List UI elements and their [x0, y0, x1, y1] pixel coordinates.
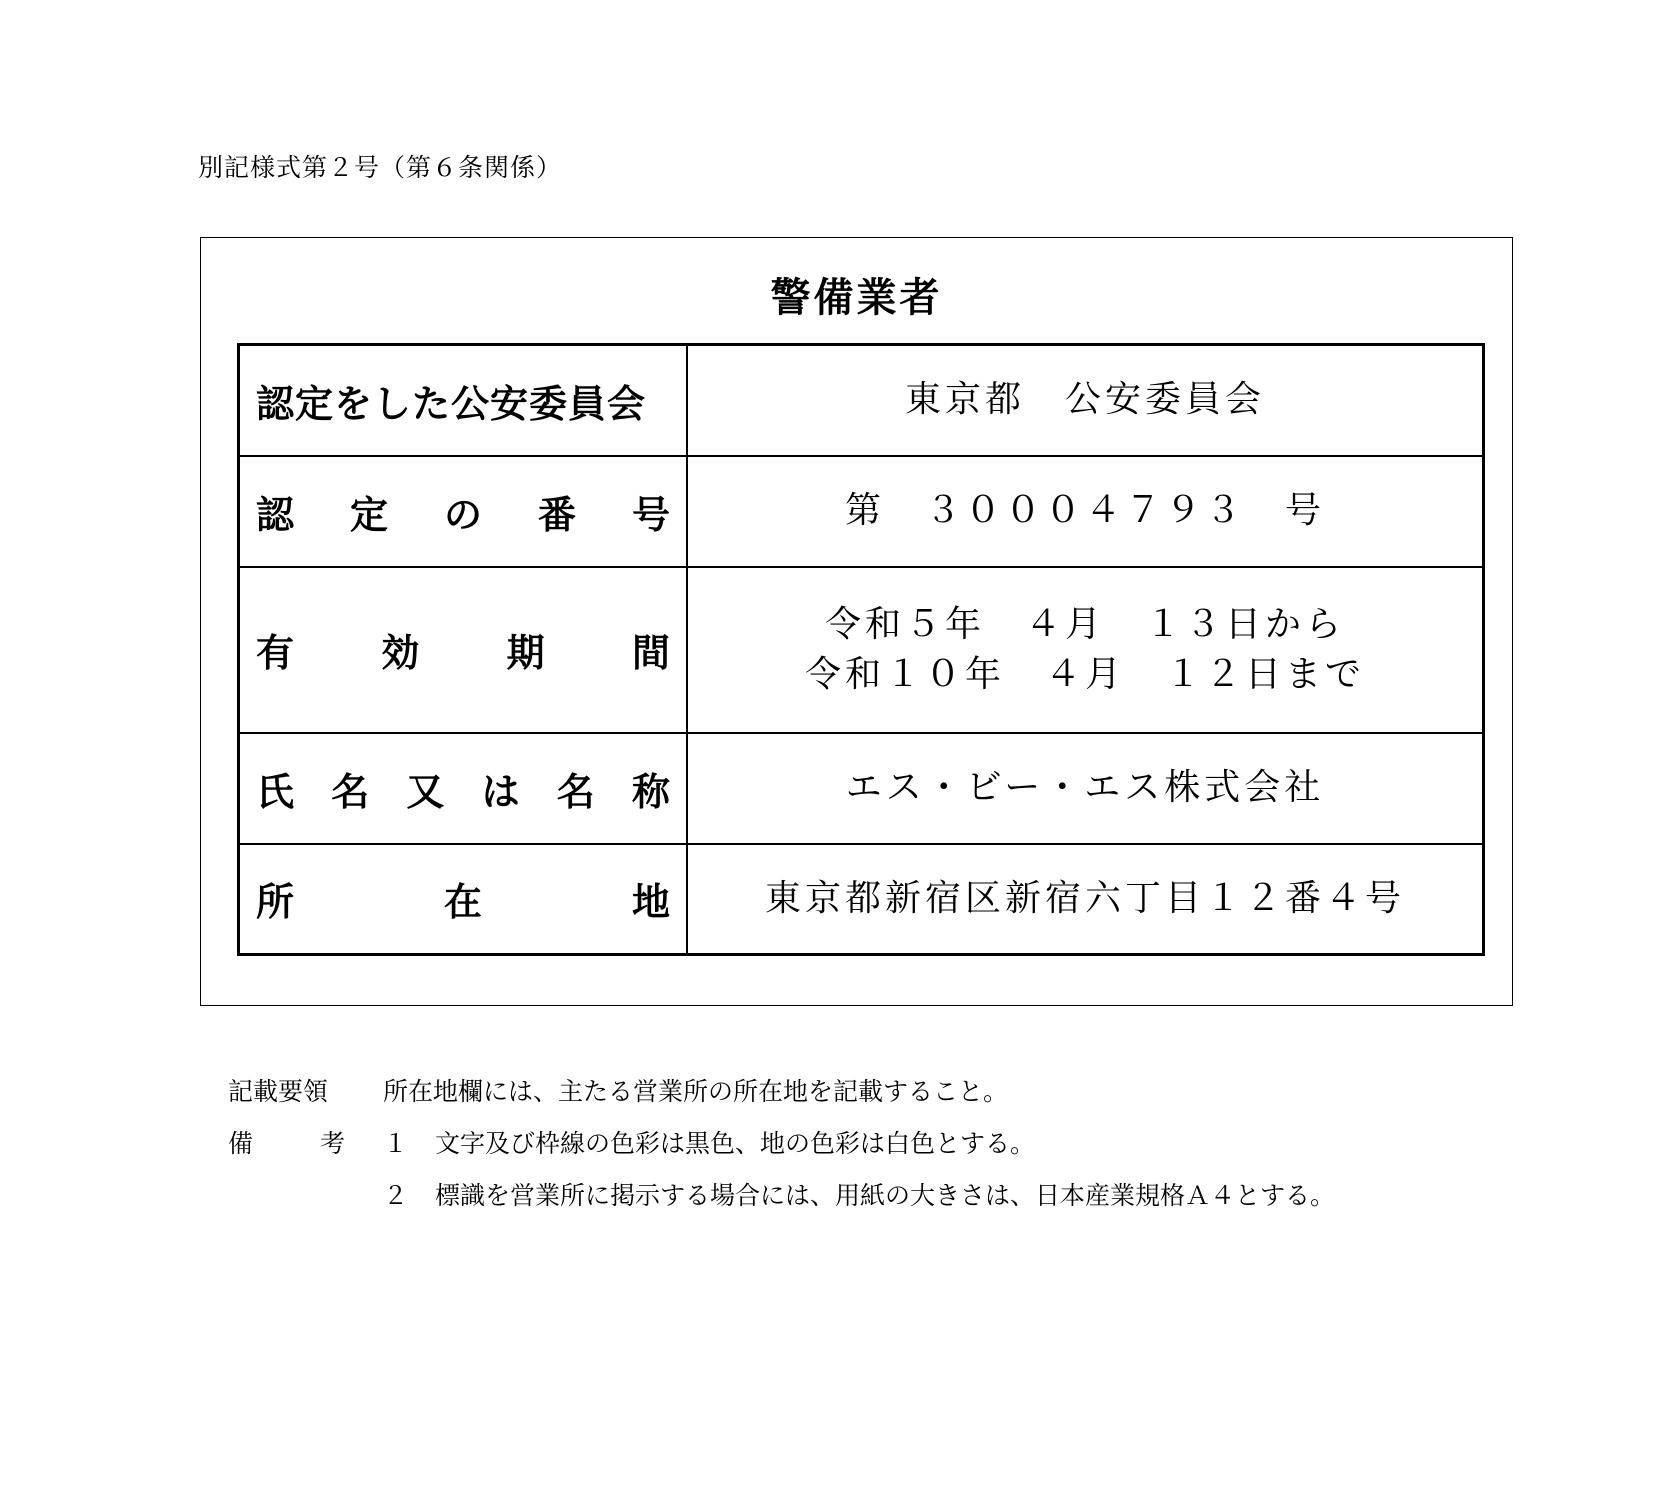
label-char: 効: [381, 631, 420, 675]
label-cell-address: [239, 844, 688, 955]
sign-frame: [200, 237, 1513, 1006]
remark-text: 標識を営業所に掲示する場合には、用紙の大きさは、日本産業規格Ａ４とする。: [435, 1181, 1336, 1210]
remark-text: 文字及び枠線の色彩は黒色、地の色彩は白色とする。: [435, 1129, 1036, 1158]
label-char: 番: [537, 492, 576, 537]
value-cell-address: [687, 844, 1484, 955]
remark-row-2: [228, 1170, 1335, 1222]
label-name: [256, 761, 670, 816]
value-commission: 東京都 公安委員会: [904, 379, 1265, 421]
label-char: 間: [631, 631, 670, 675]
remark-number: ２: [383, 1181, 409, 1210]
value-cell-commission: [687, 345, 1484, 456]
label-char: 又: [406, 769, 445, 814]
label-char: 名: [556, 769, 595, 814]
remarks-heading-char: 考: [319, 1129, 345, 1158]
value-company-name: エス・ビー・エス株式会社: [845, 767, 1325, 808]
value-certification-number: 第 ３０００４７９３ 号: [844, 490, 1325, 531]
instructions-row: [228, 1066, 1335, 1118]
label-commission: 認定をした公安委員会: [256, 381, 647, 426]
remark-row-1: [228, 1118, 1335, 1170]
label-char: 認: [256, 492, 295, 537]
label-cell-validity-period: [239, 567, 688, 733]
validity-end-date: 令和１０年 ４月 １２日まで: [804, 653, 1365, 695]
value-cell-name: [687, 733, 1484, 844]
table-row-validity-period: [239, 567, 1484, 733]
table-row-address: [239, 844, 1484, 955]
value-address: 東京都新宿区新宿六丁目１２番４号: [764, 877, 1405, 919]
remark-indent: [228, 1170, 383, 1222]
label-char: 称: [631, 769, 670, 814]
label-char: 定: [349, 492, 388, 537]
notes-section: [228, 1066, 1335, 1222]
label-char: 在: [443, 880, 482, 925]
remarks-heading: [228, 1118, 345, 1170]
label-char: 期: [506, 631, 545, 675]
label-char: は: [481, 769, 520, 814]
table-row-certification-number: [239, 456, 1484, 567]
sign-info-table: [237, 343, 1485, 956]
label-char: 所: [256, 880, 295, 925]
table-row-name: [239, 733, 1484, 844]
label-char: 地: [631, 880, 670, 925]
instructions-heading: 記載要領: [228, 1077, 329, 1106]
table-row-commission: [239, 345, 1484, 456]
label-char: 名: [331, 769, 370, 814]
remark-number: １: [383, 1129, 409, 1158]
form-number-header: 別記様式第２号（第６条関係）: [198, 153, 563, 182]
label-cell-commission: [239, 345, 688, 456]
instructions-text: 所在地欄には、主たる営業所の所在地を記載すること。: [383, 1077, 1009, 1106]
label-cell-certification-number: [239, 456, 688, 567]
label-cell-name: [239, 733, 688, 844]
value-cell-certification-number: [687, 456, 1484, 567]
label-char: 有: [256, 631, 295, 675]
label-address: [256, 871, 670, 926]
label-certification-number: [256, 484, 670, 539]
remarks-heading-char: 備: [228, 1129, 254, 1158]
value-cell-validity-period: [687, 567, 1484, 733]
label-char: 氏: [256, 769, 295, 814]
label-validity-period: [256, 622, 670, 677]
validity-start-date: 令和５年 ４月 １３日から: [824, 603, 1345, 645]
sign-title: 警備業者: [770, 275, 943, 321]
label-char: の: [443, 492, 482, 537]
label-char: 号: [631, 492, 670, 537]
